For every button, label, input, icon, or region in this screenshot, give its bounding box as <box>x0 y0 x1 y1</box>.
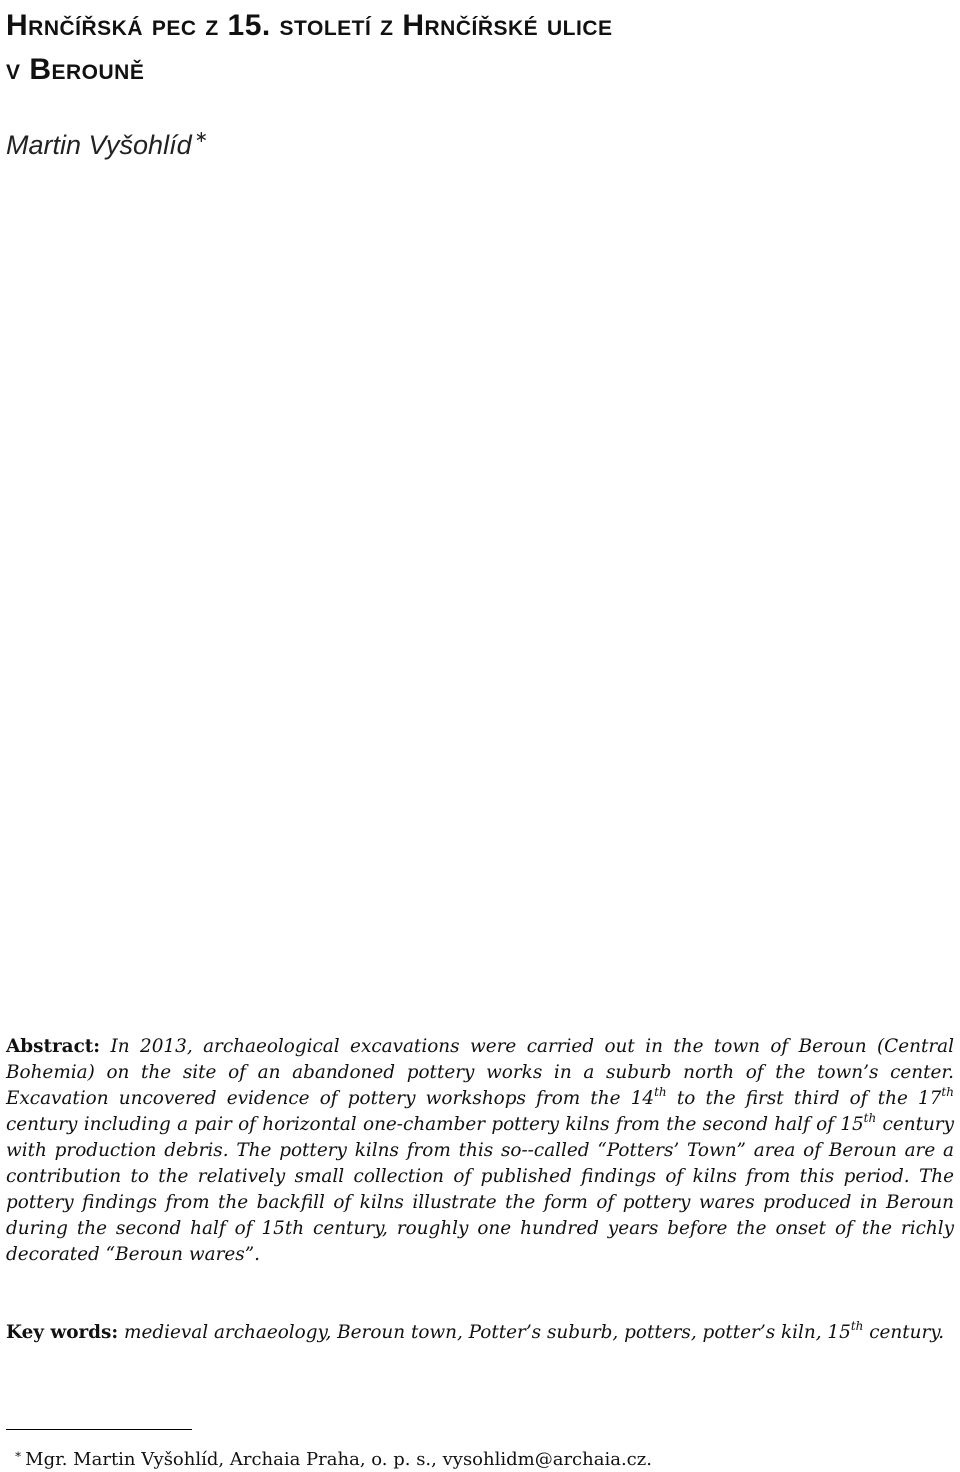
abstract-text-1: In 2013, archaeological excavations were carried out in the town of Beroun (Central Bohemia) on the site of an abandoned pottery works in a suburb north of the town’s center. Excavation uncovered evidence of pottery workshops from the 14 <box>6 1036 954 1109</box>
author-name: Martin Vyšohlíd <box>6 130 192 160</box>
abstract-sup-2: th <box>941 1085 954 1099</box>
abstract-text-4: century with production debris. The pottery kilns from this so--called “Potters’ Town” area of Beroun are a contribution to the relatively small collection of published findings of kilns from this period. The pottery findings from the backfill of kilns illustrate the form of pottery wares produced in Beroun during the second half of 15th century, roughly one hundred years before the onset of the richly decorated “Beroun wares”. <box>6 1114 954 1265</box>
abstract-text-3: century including a pair of horizontal one-chamber pottery kilns from the second half of 15 <box>6 1114 864 1135</box>
author-footnote-marker: ∗ <box>194 129 208 146</box>
paper-title <box>6 4 946 92</box>
keywords-label: Key words: <box>6 1322 119 1343</box>
keywords <box>6 1320 954 1346</box>
footnote-marker: ∗ <box>14 1447 23 1461</box>
abstract-label: Abstract: <box>6 1036 101 1057</box>
footnote-text: Mgr. Martin Vyšohlíd, Archaia Praha, o. p. s., vysohlidm@archaia.cz. <box>25 1449 652 1470</box>
keywords-tail: century. <box>863 1322 945 1343</box>
author-line <box>6 118 208 165</box>
keywords-text: medieval archaeology, Beroun town, Potter’s suburb, potters, potter’s kiln, 15 <box>118 1322 851 1343</box>
abstract <box>6 1034 954 1268</box>
abstract-sup-1: th <box>654 1085 667 1099</box>
title-line-2: v Berouně <box>6 53 145 86</box>
footnote-rule <box>6 1429 192 1430</box>
footnote <box>14 1442 652 1472</box>
abstract-text-2: to the first third of the 17 <box>666 1088 942 1109</box>
keywords-sup: th <box>850 1319 864 1333</box>
abstract-sup-3: th <box>863 1111 877 1125</box>
title-line-1: Hrnčířská pec z 15. století z Hrnčířské ulice <box>6 9 613 42</box>
